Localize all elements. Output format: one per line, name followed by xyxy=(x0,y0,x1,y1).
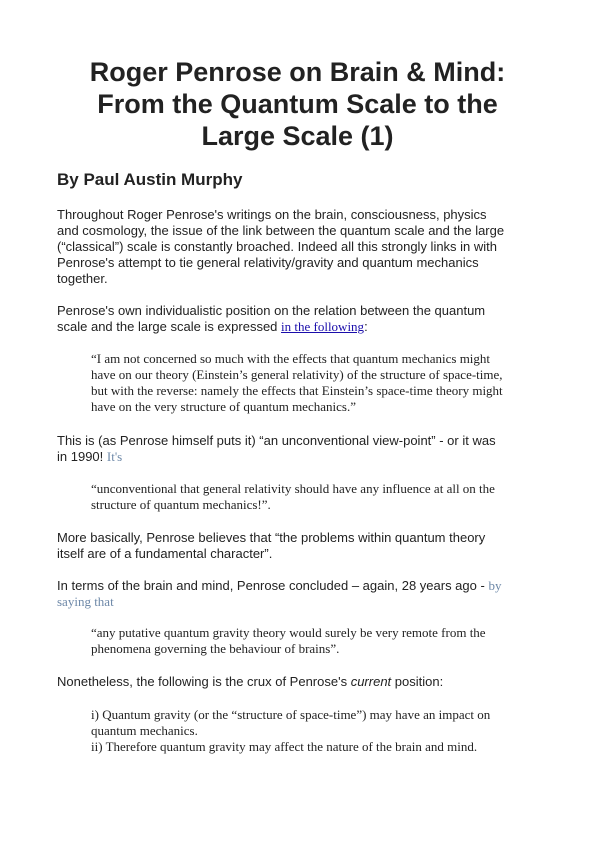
paragraph-fundamental: More basically, Penrose believes that “the problems within quantum theory itself are of a fundamental character”. xyxy=(57,530,486,561)
paragraph-brain-mind: In terms of the brain and mind, Penrose concluded – again, 28 years ago - by saying that xyxy=(57,578,502,609)
title-line-3: Large Scale (1) xyxy=(201,121,394,151)
quote-unconventional: “unconventional that general relativity should have any influence at all on the structure of quantum mechanics!”. xyxy=(91,481,495,512)
list-item: i) Quantum gravity (or the “structure of space-time”) may have an impact on xyxy=(91,707,491,722)
title-line-1: Roger Penrose on Brain & Mind: xyxy=(89,57,506,87)
quote-structure-of-space-time: “I am not concerned so much with the effects that quantum mechanics might have on our theory (Einstein’s general relativity) of the structure of space-time, but with the reverse: namely the effects that Einstein’s space-time theory might have on the very structure of quantum mechanics.” xyxy=(91,351,503,414)
paragraph-crux: Nonetheless, the following is the crux of Penrose's current position: xyxy=(57,674,444,689)
paragraph-unconventional: This is (as Penrose himself puts it) “an unconventional view-point” - or it was in 1990! It's xyxy=(57,433,496,464)
numbered-list xyxy=(91,707,541,755)
in-the-following-link[interactable]: in the following xyxy=(281,319,365,334)
list-item: ii) Therefore quantum gravity may affect the nature of the brain and mind. xyxy=(91,739,478,754)
paragraph-position: Penrose's own individualistic position on the relation between the quantum scale and the large scale is expressed in the following: xyxy=(57,303,486,334)
quote-quantum-gravity: “any putative quantum gravity theory would surely be very remote from the phenomena governing the behaviour of brains”. xyxy=(91,625,486,656)
paragraph-intro: Throughout Roger Penrose's writings on the brain, consciousness, physics and cosmology, the issue of the link between the quantum scale and the large (“classical”) scale is constantly broached. Indeed all this strongly links in with Penrose's attempt to tie general relativity/gravity and quantum mechanics together. xyxy=(57,207,505,286)
its-link[interactable]: It's xyxy=(106,449,123,464)
page-title xyxy=(60,56,535,152)
saying-that-link[interactable]: saying that xyxy=(57,594,114,609)
by-saying-that-link[interactable]: by xyxy=(488,578,502,593)
title-line-2: From the Quantum Scale to the xyxy=(97,89,498,119)
author-byline: By Paul Austin Murphy xyxy=(57,170,243,189)
list-item-continued: quantum mechanics. xyxy=(91,723,198,738)
